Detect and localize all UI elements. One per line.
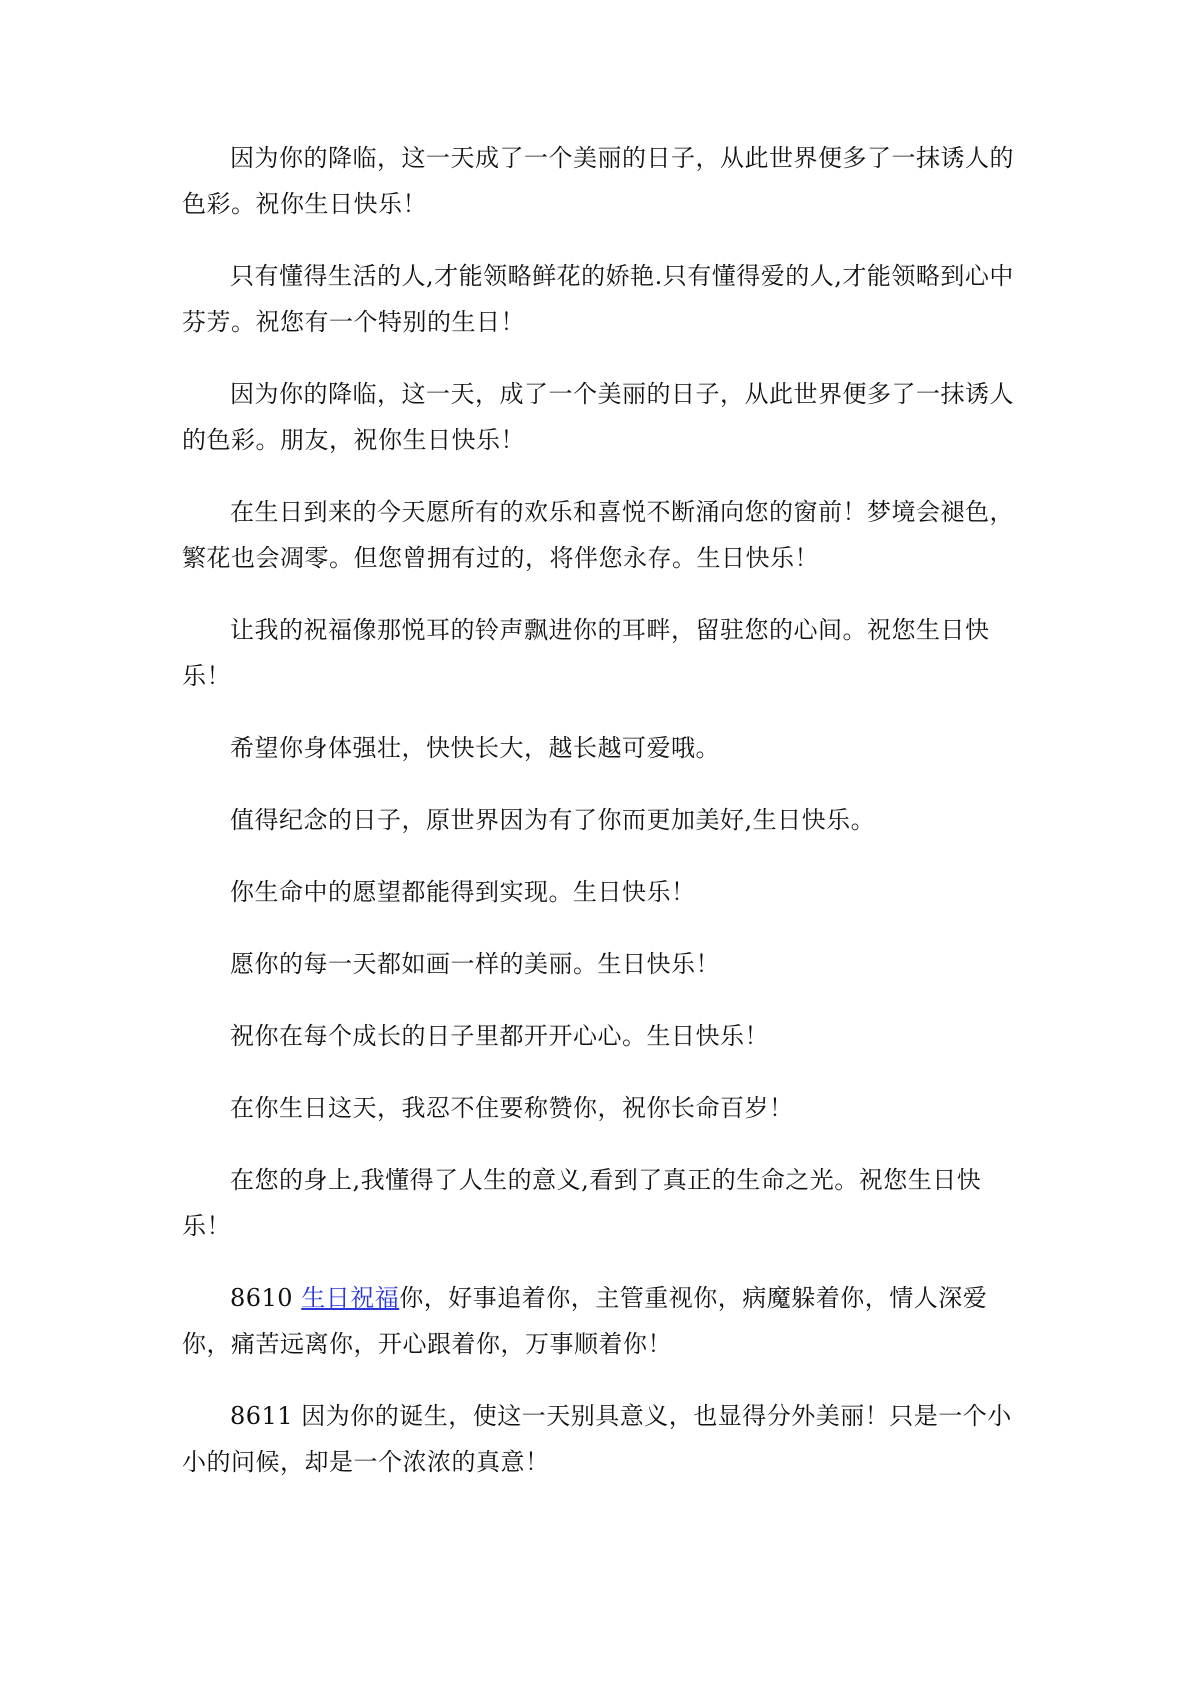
paragraph-2: 只有懂得生活的人,才能领略鲜花的娇艳.只有懂得爱的人,才能领略到心中芬芳。祝您有一个特别的生日！ bbox=[182, 262, 1014, 336]
paragraph-3: 因为你的降临，这一天，成了一个美丽的日子，从此世界便多了一抹诱人的色彩。朋友，祝你生日快乐！ bbox=[182, 380, 1014, 454]
paragraph-5: 让我的祝福像那悦耳的铃声飘进你的耳畔，留驻您的心间。祝您生日快乐！ bbox=[182, 616, 990, 690]
document-body bbox=[182, 135, 1027, 1511]
paragraph-14: 8611 因为你的诞生，使这一天别具意义，也显得分外美丽！只是一个小小的问候，却是一个浓浓的真意！ bbox=[182, 1402, 1012, 1476]
paragraph-13-suffix: 你，好事追着你，主管重视你，病魔躲着你，情人深爱你，痛苦远离你，开心跟着你，万事顺着你！ bbox=[182, 1284, 988, 1358]
paragraph-13-prefix: 8610 bbox=[230, 1284, 302, 1312]
paragraph-12: 在您的身上,我懂得了人生的意义,看到了真正的生命之光。祝您生日快乐！ bbox=[182, 1166, 982, 1240]
paragraph-1: 因为你的降临，这一天成了一个美丽的日子，从此世界便多了一抹诱人的色彩。祝你生日快乐！ bbox=[182, 144, 1014, 218]
paragraph-8: 你生命中的愿望都能得到实现。生日快乐！ bbox=[230, 878, 696, 906]
paragraph-13-with-link bbox=[182, 1275, 1027, 1367]
paragraph-4: 在生日到来的今天愿所有的欢乐和喜悦不断涌向您的窗前！梦境会褪色，繁花也会凋零。但您曾拥有过的，将伴您永存。生日快乐！ bbox=[182, 498, 1014, 572]
paragraph-10: 祝你在每个成长的日子里都开开心心。生日快乐！ bbox=[230, 1022, 769, 1050]
birthday-wishes-link[interactable]: 生日祝福 bbox=[301, 1284, 400, 1312]
paragraph-9: 愿你的每一天都如画一样的美丽。生日快乐！ bbox=[230, 950, 720, 978]
paragraph-7: 值得纪念的日子，原世界因为有了你而更加美好,生日快乐。 bbox=[230, 806, 876, 834]
paragraph-11: 在你生日这天，我忍不住要称赞你，祝你长命百岁！ bbox=[230, 1094, 794, 1122]
paragraph-6: 希望你身体强壮，快快长大，越长越可爱哦。 bbox=[230, 734, 720, 762]
